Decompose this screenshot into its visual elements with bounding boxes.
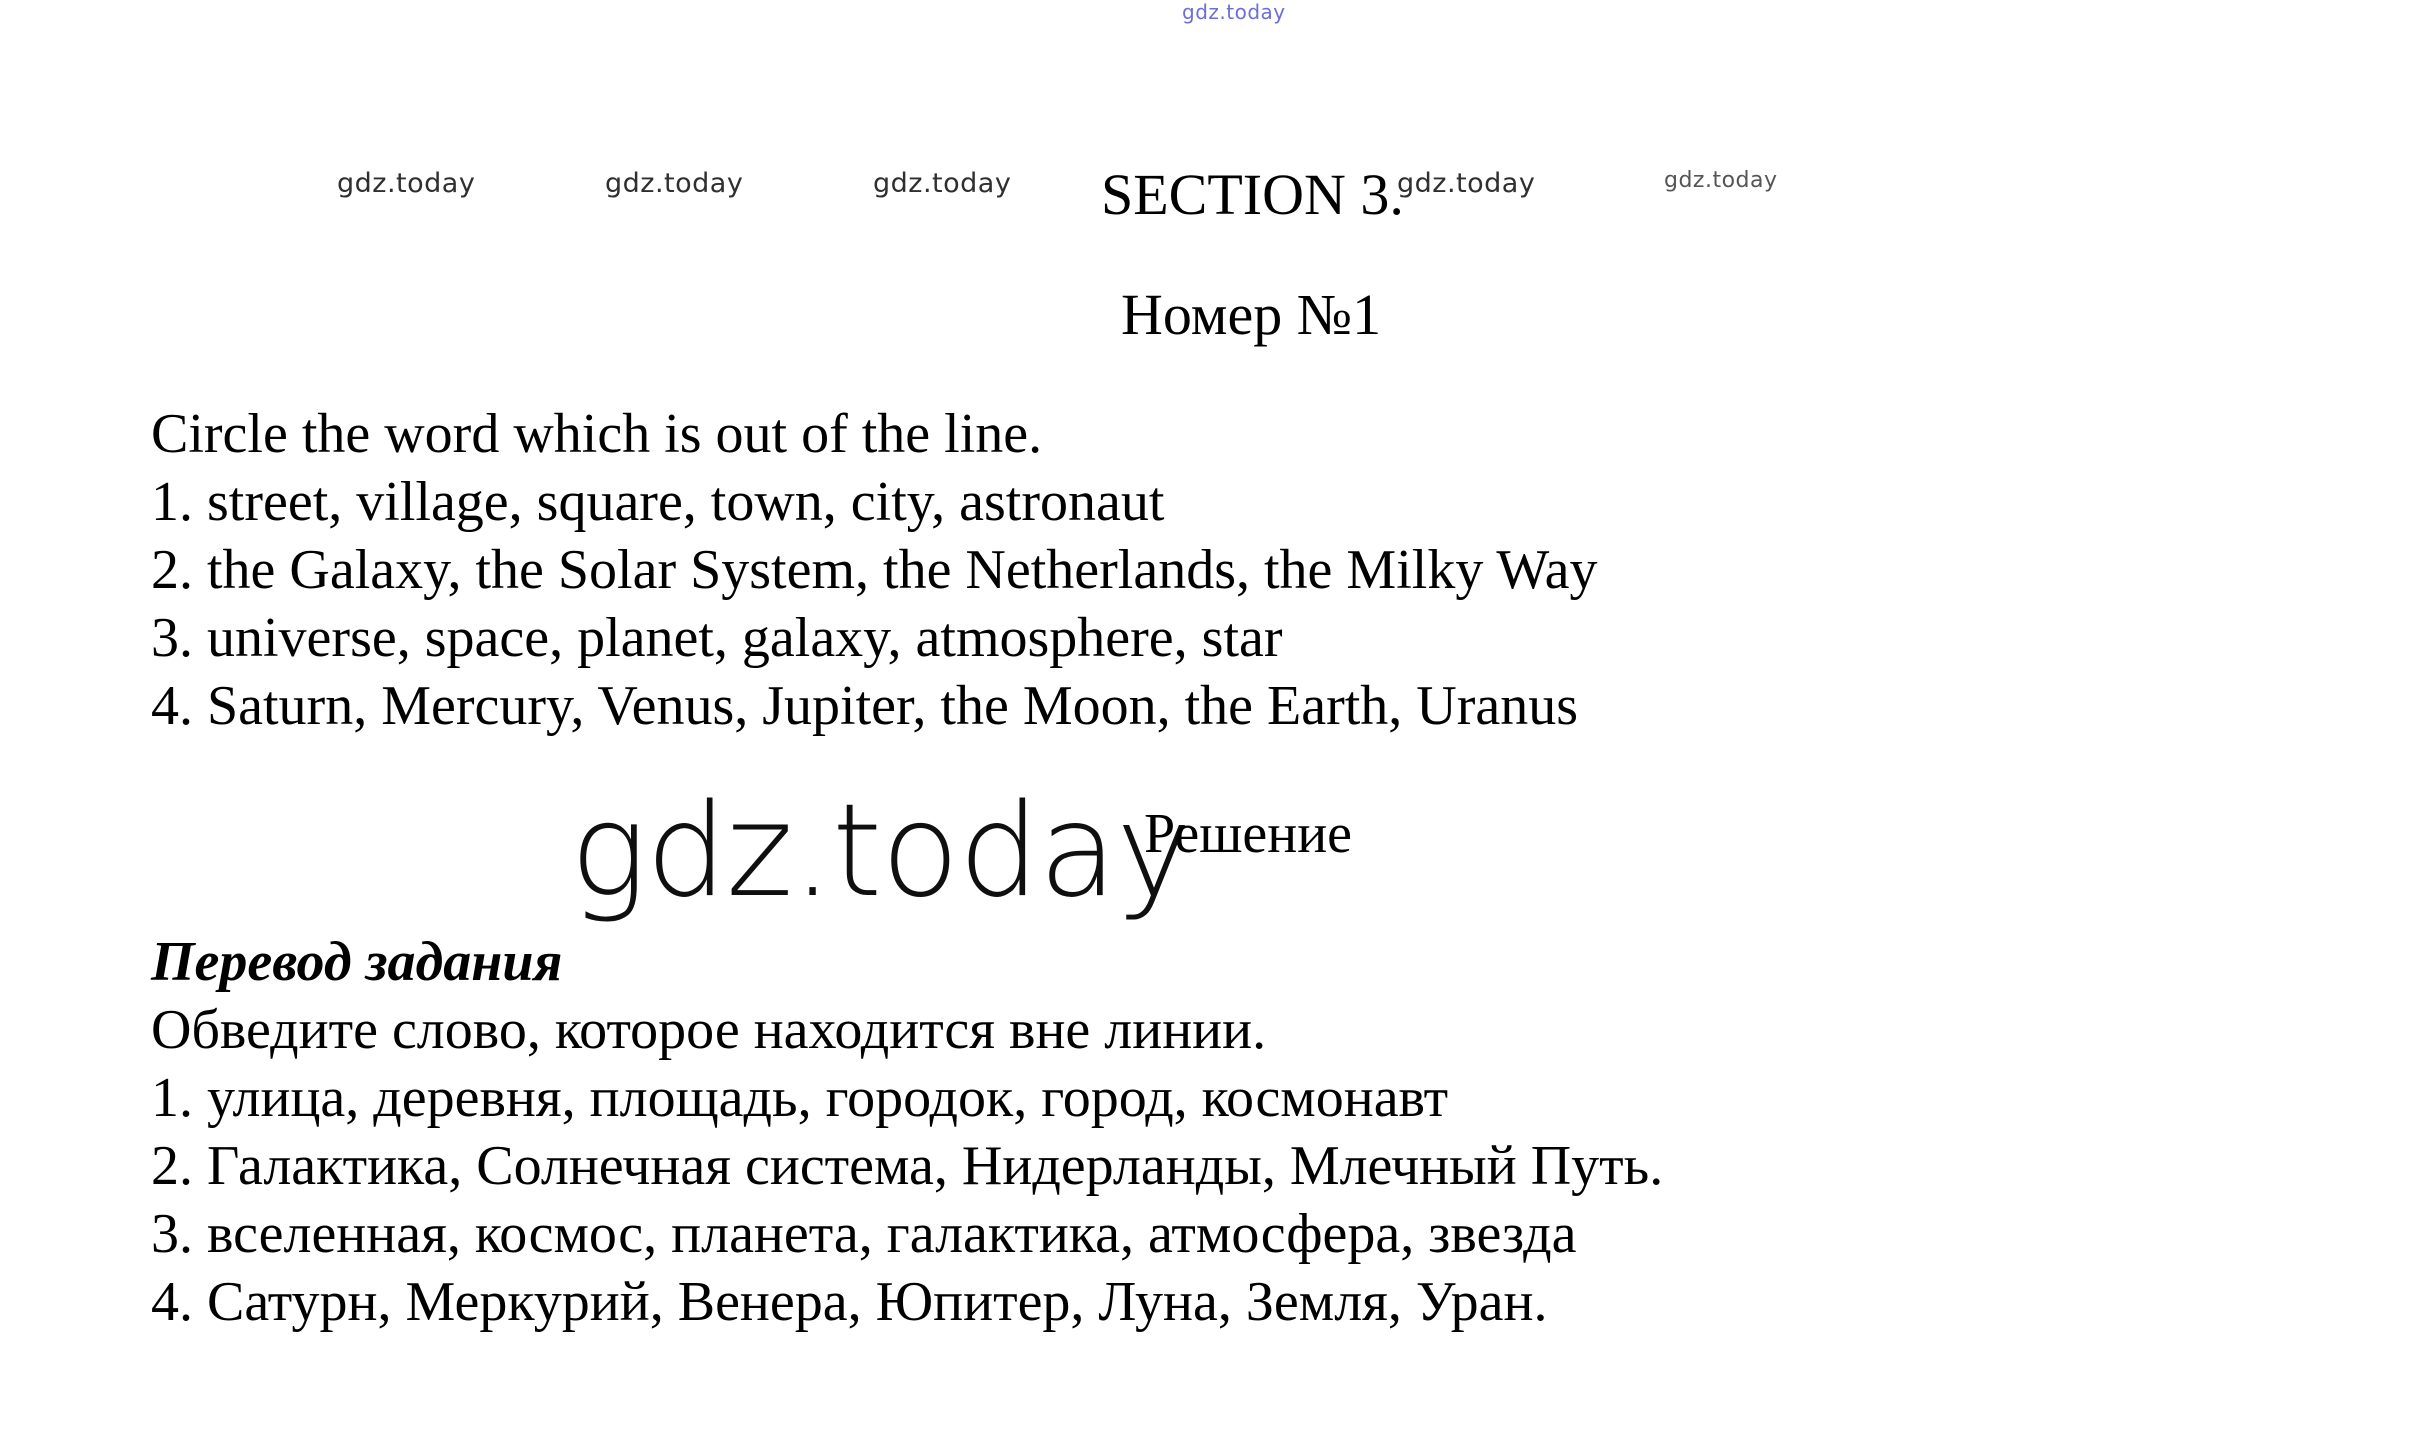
watermark-row-1: gdz.today (337, 168, 476, 199)
number-title: Номер №1 (1121, 282, 1382, 347)
watermark-top: gdz.today (1182, 0, 1286, 24)
translation-item-4: 4. Сатурн, Меркурий, Венера, Юпитер, Луна, Земля, Уран. (151, 1271, 1548, 1333)
translation-instruction: Обведите слово, которое находится вне линии. (151, 999, 1267, 1061)
task-item-3: 3. universe, space, planet, galaxy, atmosphere, star (151, 607, 1283, 669)
watermark-row-4: gdz.today (1397, 168, 1536, 199)
watermark-row-2: gdz.today (605, 168, 744, 199)
translation-heading: Перевод задания (151, 931, 563, 993)
solution-label: Решение (1144, 803, 1353, 865)
translation-item-2: 2. Галактика, Солнечная система, Нидерланды, Млечный Путь. (151, 1135, 1664, 1197)
watermark-large: gdz.today (570, 777, 1191, 926)
translation-item-1: 1. улица, деревня, площадь, городок, город, космонавт (151, 1067, 1449, 1129)
section-title: SECTION 3. (1101, 162, 1404, 227)
task-instruction: Circle the word which is out of the line. (151, 403, 1043, 465)
watermark-row-5: gdz.today (1664, 168, 1778, 193)
task-item-2: 2. the Galaxy, the Solar System, the Netherlands, the Milky Way (151, 539, 1598, 601)
watermark-row-3: gdz.today (873, 168, 1012, 199)
task-item-4: 4. Saturn, Mercury, Venus, Jupiter, the Moon, the Earth, Uranus (151, 675, 1579, 737)
translation-item-3: 3. вселенная, космос, планета, галактика, атмосфера, звезда (151, 1203, 1577, 1265)
task-item-1: 1. street, village, square, town, city, astronaut (151, 471, 1165, 533)
